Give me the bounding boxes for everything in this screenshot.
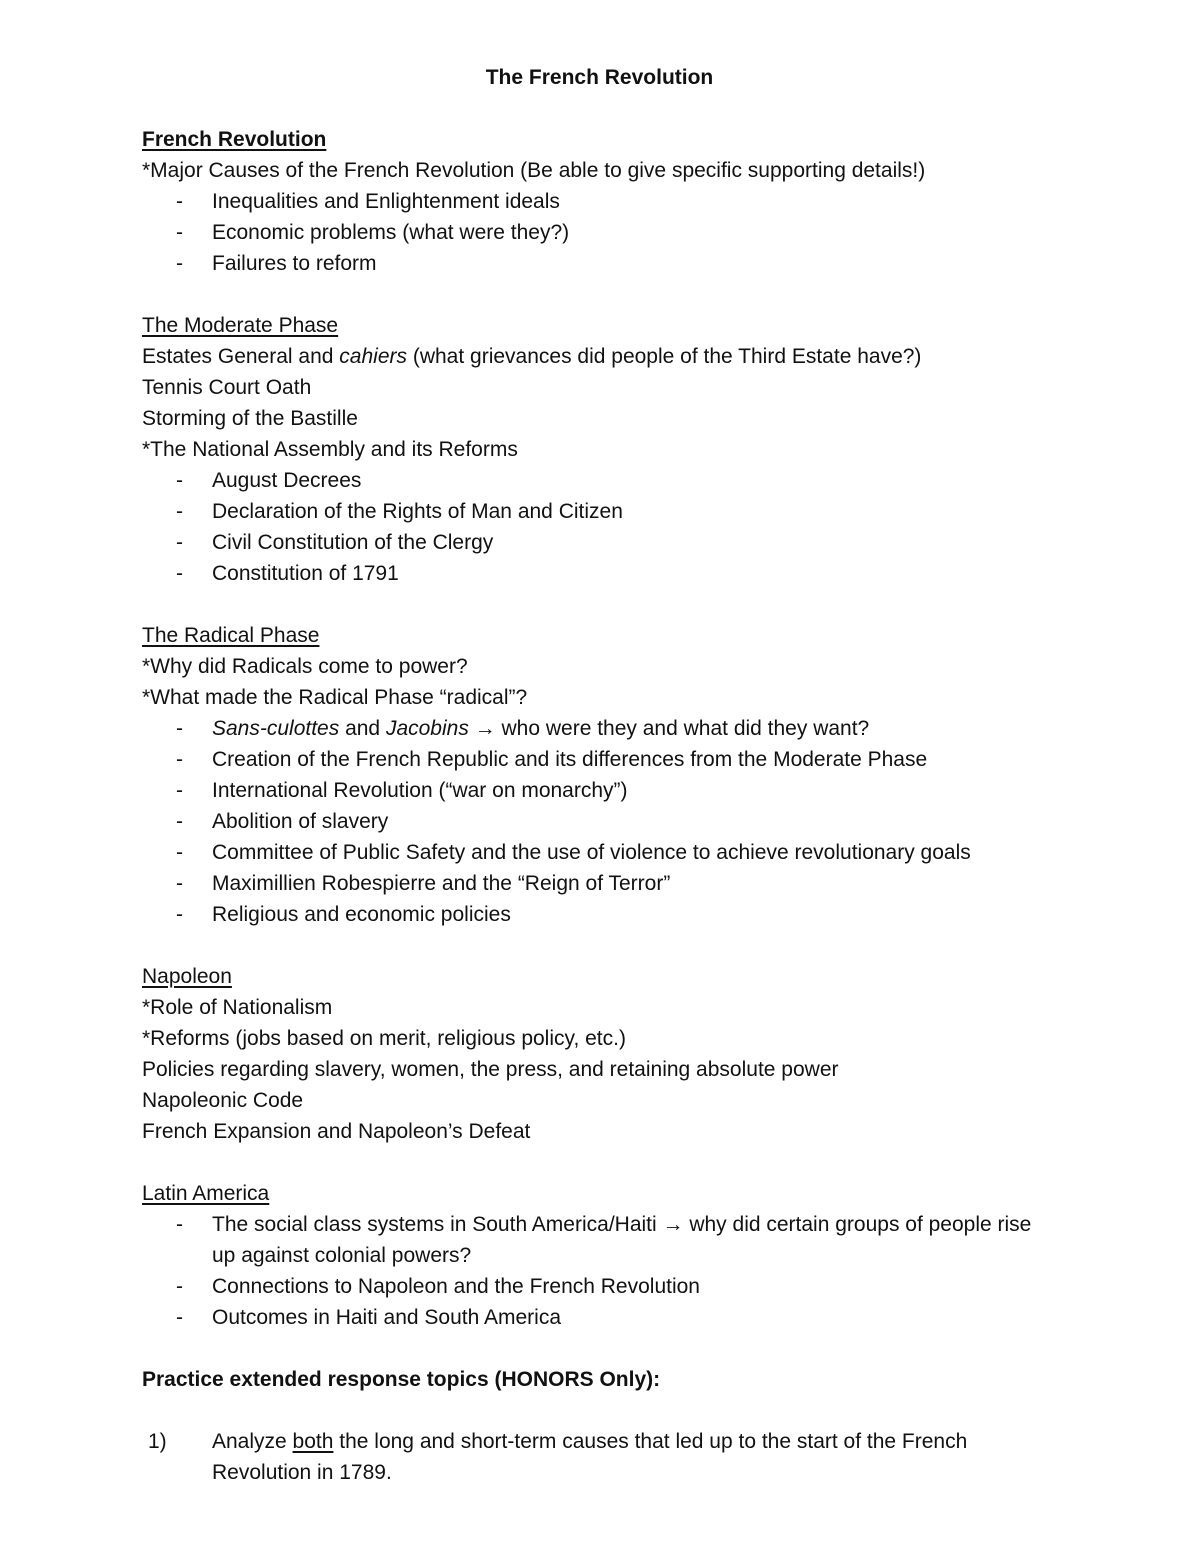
text-line: French Expansion and Napoleon’s Defeat [142,1120,531,1143]
document-page [142,62,1082,1488]
text-line: Tennis Court Oath [142,376,312,399]
list-item: - Outcomes in Haiti and South America [176,1306,562,1329]
list-item: - International Revolution (“war on monarchy”) [176,779,628,802]
practice-heading: Practice extended response topics (HONORS Only): [142,1368,661,1391]
practice-question: 1) Analyze both the long and short-term causes that led up to the start of the French Revolution in 1789. [148,1430,968,1484]
text-line: Policies regarding slavery, women, the press, and retaining absolute power [142,1058,839,1081]
list-item: - Maximillien Robespierre and the “Reign of Terror” [176,872,671,895]
list-item: - Failures to reform [176,252,377,275]
list-item: - Economic problems (what were they?) [176,221,570,244]
text-line: Storming of the Bastille [142,407,358,430]
section-heading-napoleon: Napoleon [142,965,232,988]
text-line: Napoleonic Code [142,1089,304,1112]
section-heading-moderate-phase: The Moderate Phase [142,314,339,337]
text-line: *Reforms (jobs based on merit, religious policy, etc.) [142,1027,626,1050]
text-line: *What made the Radical Phase “radical”? [142,686,528,709]
list-item: - Inequalities and Enlightenment ideals [176,190,560,213]
list-item: - August Decrees [176,469,362,492]
list-item: - The social class systems in South America/Haiti → why did certain groups of people rise up against colonial powers? [176,1213,1032,1267]
list-item: - Abolition of slavery [176,810,389,833]
text-line: *Why did Radicals come to power? [142,655,468,678]
list-item: - Committee of Public Safety and the use of violence to achieve revolutionary goals [176,841,971,864]
document-title: The French Revolution [485,66,714,89]
list-item: - Religious and economic policies [176,903,511,926]
list-item: - Connections to Napoleon and the French Revolution [176,1275,700,1298]
list-item: - Sans-culottes and Jacobins → who were they and what did they want? [176,717,870,740]
text-line: *Role of Nationalism [142,996,333,1019]
section-heading-radical-phase: The Radical Phase [142,624,320,647]
text-line: *The National Assembly and its Reforms [142,438,518,461]
list-item: - Declaration of the Rights of Man and Citizen [176,500,623,523]
section-heading-latin-america: Latin America [142,1182,270,1205]
section-heading-french-revolution: French Revolution [142,128,327,151]
causes-intro: *Major Causes of the French Revolution (Be able to give specific supporting details!) [142,159,926,182]
estates-general-line: Estates General and cahiers (what grievances did people of the Third Estate have?) [142,345,922,368]
list-item: - Constitution of 1791 [176,562,399,585]
list-item: - Creation of the French Republic and its differences from the Moderate Phase [176,748,928,771]
list-item: - Civil Constitution of the Clergy [176,531,494,554]
